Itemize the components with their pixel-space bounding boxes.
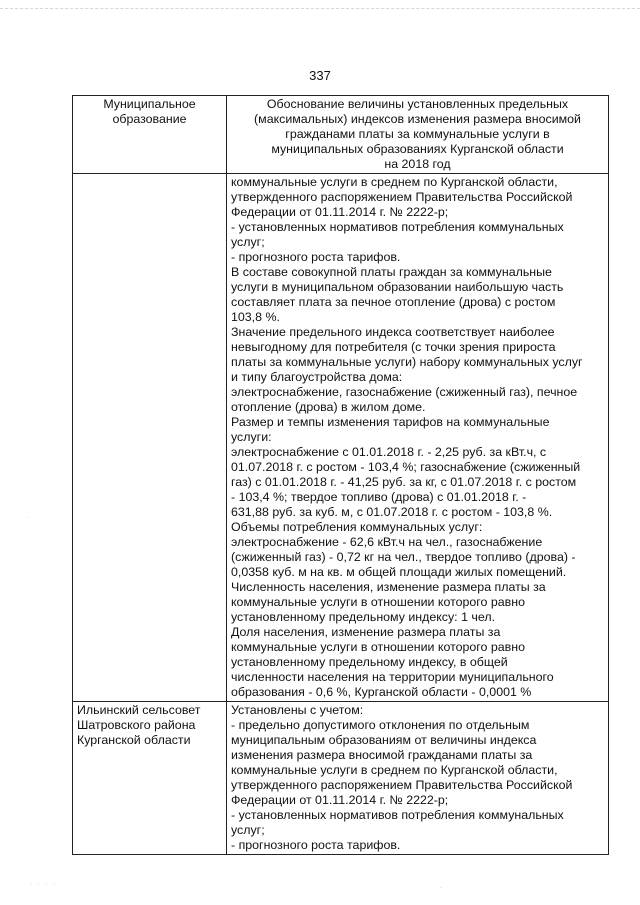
header-line: на 2018 год <box>384 157 451 171</box>
scan-speck: · <box>440 885 442 891</box>
header-line: муниципальных образованиях Курганской области <box>271 142 564 156</box>
text-line: электроснабжение, газоснабжение (сжиженный газ), печное <box>231 385 578 399</box>
table-header-row <box>73 96 609 174</box>
text-line: - предельно допустимого отклонения по отдельным <box>231 718 530 732</box>
justification-cell <box>227 174 609 702</box>
text-line: отопление (дрова) в жилом доме. <box>231 400 426 414</box>
text-line: коммунальные услуги в отношении которого равно <box>231 595 525 609</box>
text-line: коммунальные услуги в среднем по Курганской области, <box>231 175 558 189</box>
text-line: Курганской области <box>77 733 191 747</box>
text-line: коммунальные услуги в отношении которого равно <box>231 640 525 654</box>
header-line: Обоснование величины установленных предельных <box>266 97 569 111</box>
text-line: - прогнозного роста тарифов. <box>231 838 401 852</box>
text-line: 103,8 %. <box>231 310 280 324</box>
text-line: - 103,4 %; твердое топливо (дрова) с 01.01.2018 г. - <box>231 490 527 504</box>
text-line: услуги: <box>231 430 272 444</box>
text-line: Численность населения, изменение размера платы за <box>231 580 546 594</box>
text-line: - установленных нормативов потребления коммунальных <box>231 808 564 822</box>
text-line: услуг; <box>231 235 265 249</box>
text-line: Шатровского района <box>77 718 196 732</box>
text-line: 01.07.2018 г. с ростом - 103,4 %; газоснабжение (сжиженный <box>231 460 581 474</box>
table-row <box>73 174 609 702</box>
text-line: невыгодному для потребителя (с точки зрения прироста <box>231 340 556 354</box>
text-line: Объемы потребления коммунальных услуг: <box>231 520 483 534</box>
text-line: Федерации от 01.11.2014 г. № 2222-р; <box>231 793 449 807</box>
text-line: услуги в муниципальном образовании наибольшую часть <box>231 280 564 294</box>
text-line: утвержденного распоряжением Правительства Российской <box>231 190 573 204</box>
page-number: 337 <box>309 68 331 83</box>
text-line: 0,0358 куб. м на кв. м общей площади жилых помещений. <box>231 565 567 579</box>
text-line: установленному предельному индексу: 1 чел. <box>231 610 496 624</box>
text-line: Значение предельного индекса соответствует наиболее <box>231 325 555 339</box>
text-line: составляет плата за печное отопление (дрова) с ростом <box>231 295 556 309</box>
text-line: электроснабжение - 62,6 кВт.ч на чел., газоснабжение <box>231 535 543 549</box>
text-line: изменения размера вносимой гражданами платы за <box>231 748 533 762</box>
scan-edge-line <box>0 8 640 10</box>
justification-table <box>72 95 609 855</box>
text-line: 631,88 руб. за куб. м, с 01.07.2018 г. с ростом - 103,8 %. <box>231 505 553 519</box>
text-line: услуг; <box>231 823 265 837</box>
text-line: - установленных нормативов потребления коммунальных <box>231 220 564 234</box>
text-line: образования - 0,6 %, Курганской области - 0,0001 % <box>231 685 532 699</box>
municipality-cell <box>73 174 227 702</box>
text-line: численности населения на территории муниципального <box>231 670 554 684</box>
header-justification <box>227 96 609 174</box>
header-line: Муниципальное <box>103 97 196 111</box>
header-line: (максимальных) индексов изменения размера вносимой <box>254 112 581 126</box>
header-municipality <box>73 96 227 174</box>
text-line: - прогнозного роста тарифов. <box>231 250 401 264</box>
text-line: Ильинский сельсовет <box>77 703 201 717</box>
text-line: коммунальные услуги в среднем по Курганской области, <box>231 763 558 777</box>
text-line: Размер и темпы изменения тарифов на коммунальные <box>231 415 550 429</box>
text-line: В составе совокупной платы граждан за коммунальные <box>231 265 552 279</box>
text-line: и типу благоустройства дома: <box>231 370 403 384</box>
scan-speck: · · · · <box>30 881 57 887</box>
table-row <box>73 702 609 855</box>
text-line: утвержденного распоряжением Правительства Российской <box>231 778 573 792</box>
text-line: муниципальным образованиям от величины индекса <box>231 733 537 747</box>
text-line: Доля населения, изменение размера платы за <box>231 625 501 639</box>
text-line: газ) с 01.01.2018 г. - 41,25 руб. за кг, с 01.07.2018 г. с ростом <box>231 475 577 489</box>
justification-cell <box>227 702 609 855</box>
header-line: гражданами платы за коммунальные услуги в <box>285 127 550 141</box>
scan-speck: · <box>28 515 30 521</box>
text-line: установленному предельному индексу, в общей <box>231 655 508 669</box>
text-line: Федерации от 01.11.2014 г. № 2222-р; <box>231 205 449 219</box>
header-line: образование <box>112 112 187 126</box>
text-line: электроснабжение с 01.01.2018 г. - 2,25 руб. за кВт.ч, с <box>231 445 547 459</box>
text-line: (сжиженный газ) - 0,72 кг на чел., твердое топливо (дрова) - <box>231 550 576 564</box>
municipality-cell <box>73 702 227 855</box>
text-line: платы за коммунальные услуги) набору коммунальных услуг <box>231 355 583 369</box>
text-line: Установлены с учетом: <box>231 703 364 717</box>
